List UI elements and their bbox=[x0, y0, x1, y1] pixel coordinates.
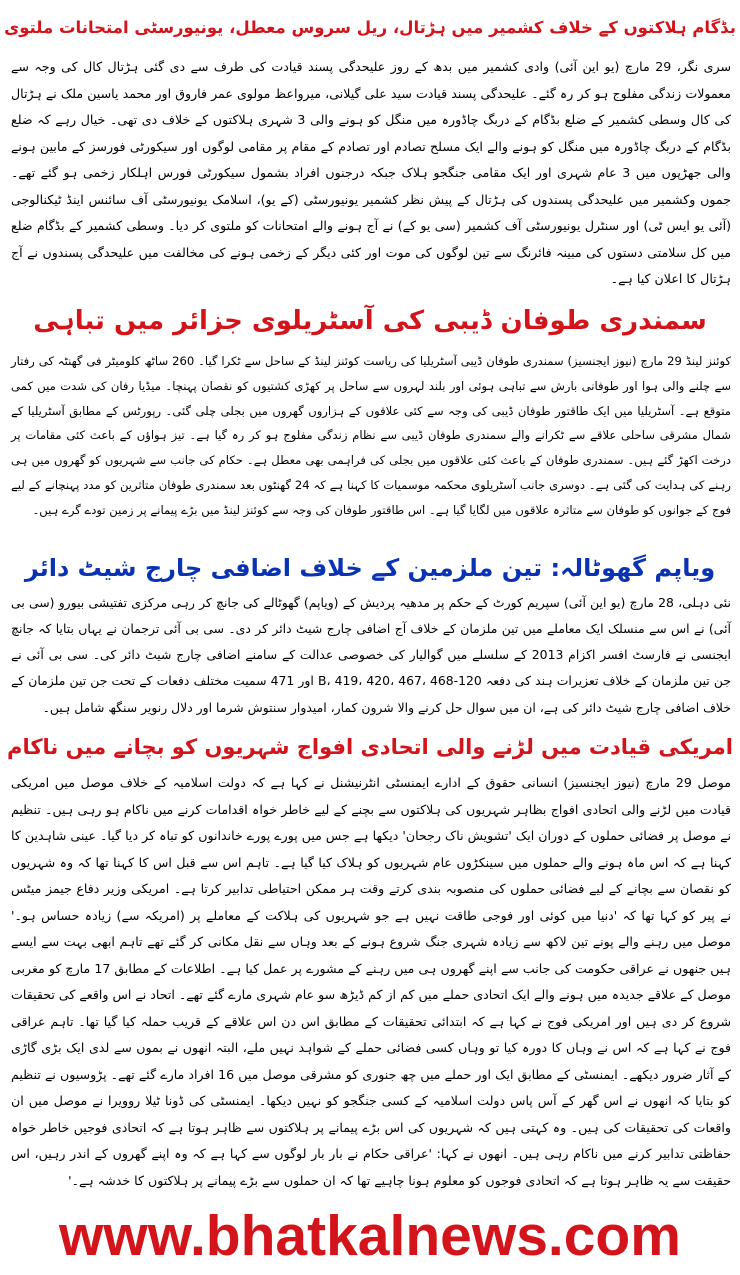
headline-vyapam-scam: ویاپم گھوٹالہ: تین ملزمین کے خلاف اضافی چارج شیٹ دائر bbox=[24, 554, 716, 582]
article-body-budgam-strike: سری نگر، 29 مارچ (یو این آئی) وادی کشمیر میں بدھ کے روز علیحدگی پسند قیادت کی طرف سے دی گئی ہڑتال کال کی وجہ سے معمولات زندگی مفلوج ہو کر رہ گئے۔ علیحدگی پسند قیادت سید علی گیلانی، میرواعظ مولوی عمر فاروق اور محمد یاسین ملک نے ہڑتال کی کال وسطی کشمیر کے ضلع بڈگام کے دربگ چاڈورہ میں منگل کو ہونے والی 3 شہری ہلاکتوں کے خلاف دی تھی۔ خیال رہے کہ ضلع بڈگام کے دربگ چاڈورہ میں منگل کو ہونے والے ایک مسلح تصادم اور تصادم کے مقام پر مقامی لوگوں اور سیکورٹی فورسز کے مابین ہونے والی جھڑپوں میں 3 عام شہری اور ایک مقامی جنگجو ہلاک جبکہ درجنوں افراد بشمول سیکورٹی فورس اہلکار زخمی ہو گئے تھے۔ جموں وکشمیر میں علیحدگی پسندوں کی ہڑتال کے پیش نظر کشمیر یونیورسٹی (کے یو)، اسلامک یونیورسٹی آف سائنس اینڈ ٹیکنالوجی (آئی یو ایس ٹی) اور سنٹرل یونیورسٹی آف کشمیر (سی یو کے) نے آج ہونے والے امتحانات کو ملتوی کر دیا۔ وسطی کشمیر کے بڈگام ضلع میں کل سلامتی دستوں کی مبینہ فائرنگ سے تین لوگوں کی موت اور کئی دیگر کے زخمی ہونے کی مخالفت میں علیحدگی پسندوں نے آج ہڑتال کا اعلان کیا ہے۔ bbox=[11, 59, 731, 286]
article-body-cyclone-debbie: کوئنز لینڈ 29 مارچ (نیوز ایجنسیز) سمندری طوفان ڈیبی آسٹریلیا کی ریاست کوئنز لینڈ کے ساحل سے ٹکرا گیا۔ 260 ساٹھ کلومیٹر فی گھنٹہ کی رفتار سے چلنے والی ہوا اور طوفانی بارش سے تباہی ہوئی اور بلند لہروں سے ساحل پر کھڑی کشتیوں کو نقصان پہنچا۔ میڈیا رفان کی شدت میں کمی متوقع ہے۔ آسٹریلیا میں ایک طاقتور طوفان ڈیبی کی وجہ سے کئی علاقوں کے ہزاروں گھروں میں بجلی چلی گئی۔ رپورٹس کے مطابق آسٹریلیا کے شمال مشرقی ساحلی علاقے سے ٹکرانے والے سمندری طوفان ڈیبی سے نظام زندگی مفلوج ہو کر رہ گیا ہے۔ تیز ہواؤں کے باعث کئی مقامات پر درخت اکھڑ گئے ہیں۔ سمندری طوفان کے باعث کئی علاقوں میں بجلی کی فراہمی بھی معطل ہے۔ حکام کی جانب سے شہریوں کو گھروں میں ہی رہنے کی ہدایت کی گئی ہے۔ دوسری جانب آسٹریلوی محکمہ موسمیات کا کہنا ہے کہ 24 گھنٹوں بعد سمندری طوفان متاثرین کو مدد پہنچانے کے لیے فوج کے جوانوں کو طوفان سے متاثرہ علاقوں میں لگایا گیا ہے۔ اس طاقتور طوفان کی وجہ سے کوئنز لینڈ میں بڑے پیمانے پر زمین تودے گرے ہیں۔ bbox=[11, 354, 731, 517]
headline-cyclone-debbie: سمندری طوفان ڈیبی کی آسٹریلوی جزائر میں تباہی bbox=[33, 306, 707, 336]
headline-budgam-strike: بڈگام ہلاکتوں کے خلاف کشمیر میں ہڑتال، ریل سروس معطل، یونیورسٹی امتحانات ملتوی bbox=[4, 18, 736, 37]
article-body-mosul-coalition: موصل 29 مارچ (نیوز ایجنسیز) انسانی حقوق کے ادارے ایمنسٹی انٹرنیشنل نے کہا ہے کہ دولت اسلامیہ کے خلاف موصل میں امریکی قیادت میں لڑنے والی اتحادی افواج بظاہر شہریوں کی ہلاکتوں سے بچنے کے لیے خاطر خواہ اقدامات کرنے میں ناکام ہو رہی ہیں۔ تنظیم نے موصل پر فضائی حملوں کے دوران ایک 'تشویش ناک رجحان' دیکھا ہے جس میں پورے پورے خاندانوں کو تباہ کر دیا گیا۔ عینی شاہدین کا کہنا ہے کہ اس ماہ ہونے والے حملوں میں سینکڑوں عام شہریوں کو ہلاک کیا گیا ہے۔ تاہم اس سے قبل اس کا کہنا تھا کہ وہ شہریوں کو نقصان سے بچانے کے لیے فضائی حملوں کی منصوبہ بندی کرتے وقت ہر ممکن احتیاطی تدابیر کرتا ہے۔ امریکی وزیر دفاع جیمز میٹس نے پیر کو کہا تھا کہ 'دنیا میں کوئی اور فوجی طاقت نہیں ہے جو شہریوں کی ہلاکت کے معاملے پر (امریکہ سے) زیادہ حساس ہو۔' موصل میں رہنے والے پونے تین لاکھ سے زیادہ شہری جنگ شروع ہونے کے بعد وہاں سے نقل مکانی کر گئے تھے تاہم ابھی بہت سے ایسے ہیں جنھوں نے عراقی حکومت کی جانب سے اپنے گھروں ہی میں رہنے کے مشورے پر عمل کیا ہے۔ اطلاعات کے مطابق 17 مارچ کو مغربی موصل کے علاقے جدیدہ میں ہونے والے ایک اتحادی حملے میں کم از کم ڈیڑھ سو عام شہری مارے گئے تھے۔ اتحاد نے اس واقعے کی تحقیقات شروع کر دی ہیں اور امریکی فوج نے کہا ہے کہ ابتدائی تحقیقات کے مطابق اس دن اس علاقے کے قریب حملہ کیا گیا تھا۔ تاہم عراقی فوج نے کہا ہے کہ اس نے وہاں کا دورہ کیا تو وہاں کسی فضائی حملے کے شواہد نہیں ملے، البتہ انھوں نے بموں سے لدی ایک بڑی گاڑی کے آثار ضرور دیکھے۔ ایمنسٹی کے مطابق ایک اور حملے میں چھ جنوری کو مشرقی موصل میں 16 افراد مارے گئے تھے۔ پڑوسیوں نے تنظیم کو بتایا کہ انھوں نے اس گھر کے آس پاس دولت اسلامیہ کے کسی جنگجو کو نہیں دیکھا۔ ایمنسٹی کی ڈونا ٹیلا روویرا نے موصل میں ان واقعات کی تحقیقات کی ہیں۔ وہ کہتی ہیں کہ شہریوں کی اس بڑے پیمانے پر ہلاکتوں سے ظاہر ہوتا ہے کہ اتحادی فوجیں خاطر خواہ حفاظتی تدابیر کرنے میں ناکام رہی ہیں۔ انھوں نے کہا: 'عراقی حکام نے بار بار لوگوں سے کہا ہے کہ وہ اپنے گھروں کے اندر رہیں، اس حقیقت سے یہ ظاہر ہوتا ہے کہ اتحادی فوجوں کو معلوم ہونا چاہیے تھا کہ ان حملوں سے بڑے پیمانے پر ہلاکتوں کا خدشہ ہے۔' bbox=[11, 775, 731, 1188]
site-url-footer: www.bhatkalnews.com bbox=[59, 1204, 681, 1268]
article-body-vyapam-scam: نئی دہلی، 28 مارچ (یو این آئی) سپریم کورٹ کے حکم پر مدھیہ پردیش کے (ویاپم) گھوٹالے کی جانچ کر رہی مرکزی تفتیشی بیورو (سی بی آئی) نے اس سے منسلک ایک معاملے میں تین ملزمان کے خلاف آج اضافی چارج شیٹ دائر کر دی۔ سی بی آئی ترجمان نے یہاں بتایا کہ جانچ ایجنسی نے فارسٹ افسر اکزام 2013 کے سلسلے میں گوالیار کی خصوصی عدالت کے سامنے اضافی چارج شیٹ دائر کی۔ سی بی آئی نے جن تین ملزمان کے خلاف تعزیرات ہند کی دفعہ 120-B، 419، 420، 467، 468 اور 471 سمیت مختلف دفعات کے تحت جن تین ملزمان کے خلاف اضافی چارج شیٹ دائر کی ہے، ان میں سوال حل کرنے والا شرون کمار، امیدوار سنتوش شرما اور دلال رنویر سنگھ شامل ہیں۔ bbox=[11, 595, 731, 715]
headline-mosul-coalition: امریکی قیادت میں لڑنے والی اتحادی افواج شہریوں کو بچانے میں ناکام bbox=[7, 735, 733, 759]
